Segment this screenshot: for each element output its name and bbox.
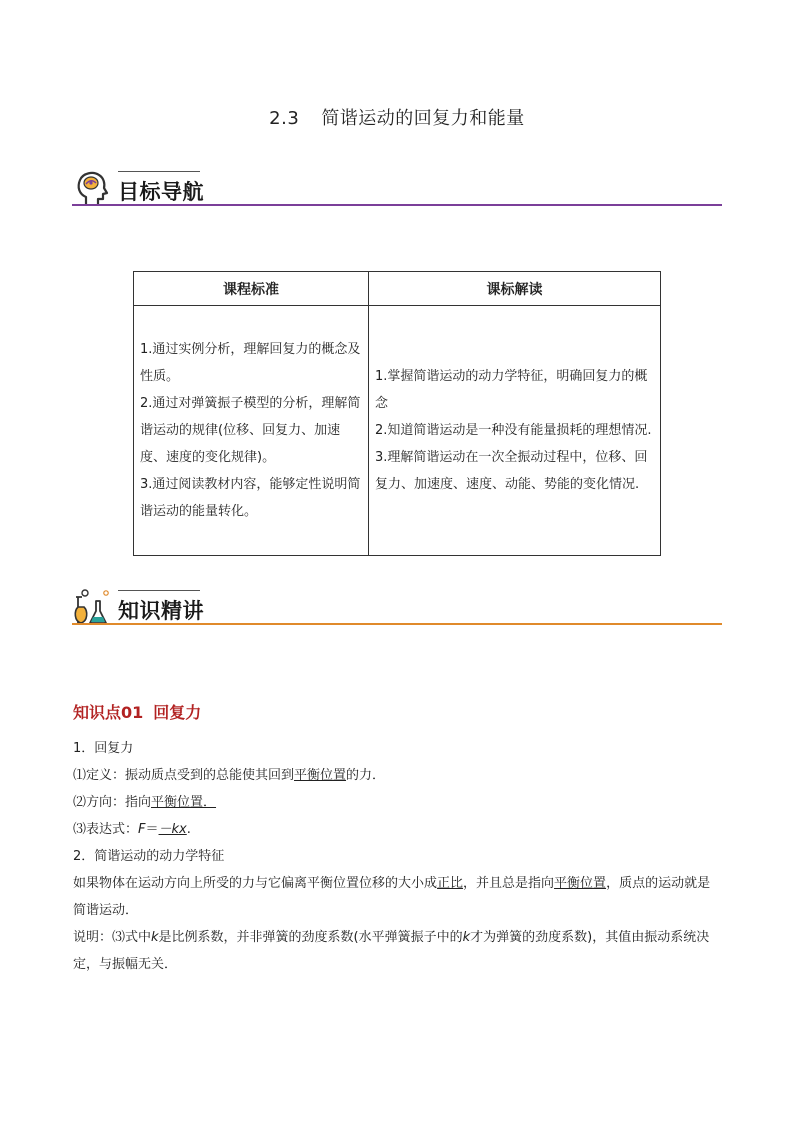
text-run: 的力． [346,768,386,783]
knowledge-content [73,735,723,978]
interpretation-item: 1.掌握简谐运动的动力学特征，明确回复力的概念 [375,369,648,411]
subheading: 2．简谐运动的动力学特征 [73,849,225,864]
interpretation-item: 3.理解简谐运动在一次全振动过程中，位移、回复力、加速度、速度、动能、势能的变化情况. [375,450,648,492]
standard-item: 1.通过实例分析，理解回复力的概念及性质。 [140,342,361,384]
head-lightbulb-icon [72,168,112,208]
text-run: 说明：⑶式中 [73,930,152,945]
section-header-knowledge [72,587,722,637]
standard-item: 2.通过对弹簧振子模型的分析，理解简谐运动的规律(位移、回复力、加速度、速度的变化规律)。 [140,396,361,465]
knowledge-point-number: 知识点01 [73,703,144,722]
formula-term: －kx [158,822,187,837]
column-header: 课程标准 [134,272,369,306]
text-run: . [186,822,191,837]
section-label: 知识精讲 [118,599,204,623]
text-run: ，并且总是指向 [463,876,555,891]
header-top-rule [118,171,200,172]
knowledge-point-name: 回复力 [153,703,202,722]
underlined-term: 平衡位置． [151,795,217,810]
formula-symbol: k [462,930,471,945]
text-run: ⑶表达式： [73,822,139,837]
direction-line [73,789,723,816]
interpretation-item: 2.知道简谐运动是一种没有能量损耗的理想情况. [375,423,652,438]
lab-flask-icon [72,587,112,627]
table-cell-interpretation [369,306,661,556]
section-title-text: 简谐运动的回复力和能量 [321,108,525,129]
curriculum-table [133,271,661,556]
table-cell-standards [134,306,369,556]
text-run: 如果物体在运动方向上所受的力与它偏离平衡位置位移的大小成 [73,876,438,891]
text-run: ⑵方向：指向 [73,795,152,810]
underlined-term: 平衡位置 [294,768,347,783]
text-run: ，质点的运动就是简谐运动． [73,876,711,918]
formula-symbol: ＝ [145,822,159,837]
text-run: 才为弹簧的劲度系数)，其值由振动系统决定，与振幅无关． [73,930,710,972]
header-underline [72,204,722,206]
text-run: ⑴定义：振动质点受到的总能使其回到 [73,768,295,783]
standard-item: 3.通过阅读教材内容，能够定性说明简谐运动的能量转化。 [140,477,361,519]
formula-symbol: F [138,822,146,837]
header-underline [72,623,722,625]
expression-line [73,816,723,843]
subheading: 1．回复力 [73,741,134,756]
section-header-goal [72,168,722,218]
section-number: 2.3 [269,108,300,129]
underlined-term: 正比 [437,876,464,891]
document-title [0,104,794,130]
text-run: 是比例系数，并非弹簧的劲度系数(水平弹簧振子中的 [158,930,463,945]
knowledge-point-title [73,700,211,723]
section-label: 目标导航 [118,180,204,204]
table-header-row [134,272,661,306]
column-header: 课标解读 [369,272,661,306]
underlined-term: 平衡位置 [554,876,607,891]
definition-line [73,762,723,789]
header-top-rule [118,590,200,591]
formula-symbol: k [151,930,159,945]
note-paragraph [73,924,723,978]
paragraph [73,870,723,924]
table-row [134,306,661,556]
